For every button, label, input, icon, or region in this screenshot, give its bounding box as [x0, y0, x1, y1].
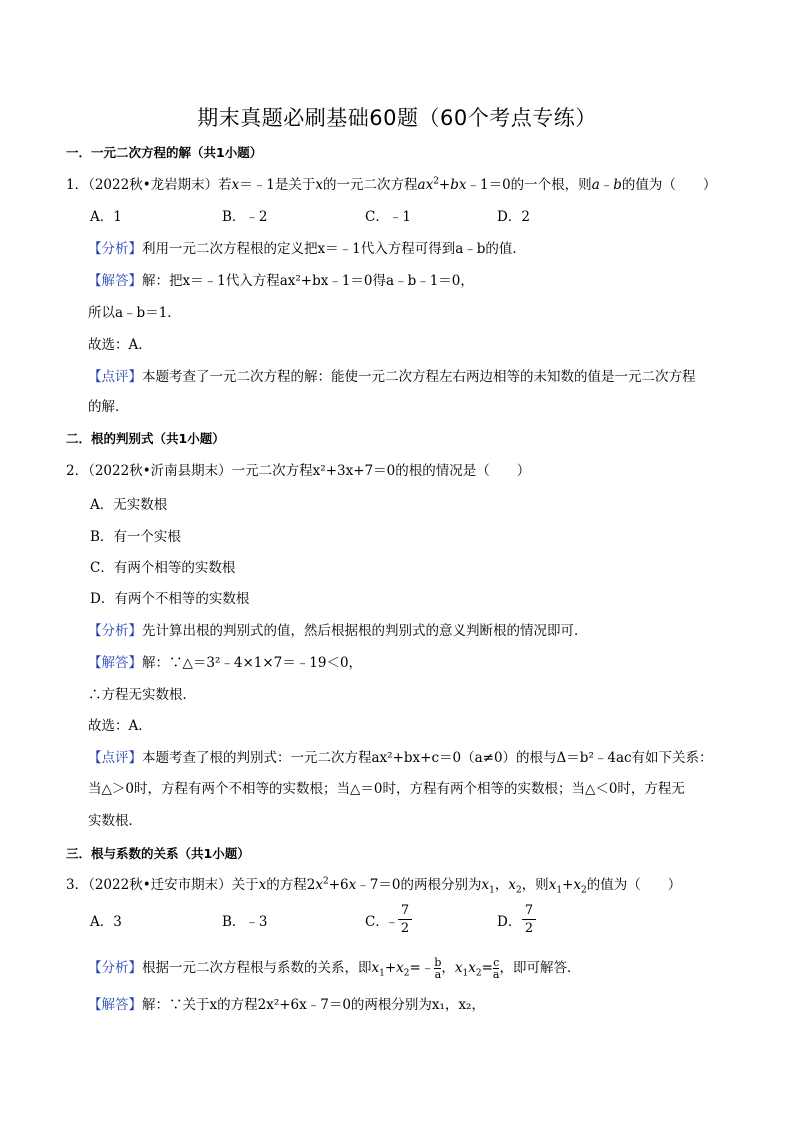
fraction-c	[398, 903, 412, 936]
option-b: B．﹣2	[222, 209, 268, 225]
answer-1	[88, 272, 474, 290]
option-b: B．﹣3	[222, 914, 268, 930]
section-heading-1: 一．一元二次方程的解（共1小题）	[66, 145, 263, 160]
page-title: 期末真题必刷基础60题（60个考点专练）	[197, 106, 597, 130]
comment-1	[88, 368, 696, 386]
option-c: C．有两个相等的实数根	[90, 560, 236, 576]
analysis-label: 【分析】	[88, 623, 142, 639]
comment-2-line-3: 实数根．	[88, 813, 142, 829]
option-c: C．	[365, 914, 389, 930]
answer-label: 【解答】	[88, 997, 142, 1013]
option-d: D．2	[497, 209, 530, 225]
answer-text: 解：∵△＝3²﹣4×1×7＝﹣19＜0，	[142, 655, 363, 671]
answer-text: 解：∵关于x的方程2x²+6x﹣7＝0的两根分别为x₁，x₂，	[142, 997, 485, 1013]
analysis-3	[88, 957, 580, 980]
answer-3	[88, 996, 485, 1014]
fraction-d	[522, 903, 536, 936]
comment-label: 【点评】	[88, 369, 142, 385]
comment-text: 本题考查了一元二次方程的解：能使一元二次方程左右两边相等的未知数的值是一元二次方程	[142, 369, 696, 385]
fraction-sign: ﹣	[385, 914, 399, 930]
choice-2: 故选：A．	[88, 718, 152, 734]
section-heading-2: 二．根的判别式（共1小题）	[66, 431, 225, 446]
analysis-label: 【分析】	[88, 241, 142, 257]
fraction-numerator: 7	[400, 903, 410, 918]
option-c: C．﹣1	[365, 209, 411, 225]
section-heading-3: 三．根与系数的关系（共1小题）	[66, 846, 250, 861]
question-text: 一元二次方程x²+3x+7＝0的根的情况是（ ）	[231, 463, 531, 479]
comment-1-line-2: 的解．	[88, 399, 129, 415]
comment-2-line-2: 当△＞0时，方程有两个不相等的实数根；当△＝0时，方程有两个相等的实数根；当△＜0时，方程无	[88, 781, 685, 797]
vieta-formula: $x_1+x_2=﹣$ $\frac{b}{a}$ ，$x_1x_2=$ $\frac{c}{a}$	[371, 956, 500, 981]
fraction-denominator: 2	[524, 921, 534, 936]
question-1-stem: 1．（2022秋•龙岩期末）若x＝﹣1是关于x的一元二次方程$ax^2+bx﹣1=0$的一个根，则a﹣b的值为（ ）	[66, 176, 717, 193]
fraction-numerator: 7	[524, 903, 534, 918]
answer-label: 【解答】	[88, 655, 142, 671]
question-source: （2022秋•迁安市期末）	[88, 877, 232, 893]
option-a: A．3	[90, 914, 122, 930]
question-number: 1．	[66, 177, 89, 193]
answer-2-line-2: ∴方程无实数根．	[88, 687, 196, 703]
option-b: B．有一个实根	[90, 529, 181, 545]
analysis-tail: ，即可解答．	[499, 960, 581, 976]
comment-2	[88, 749, 713, 767]
comment-label: 【点评】	[88, 750, 142, 766]
choice-1: 故选：A．	[88, 337, 152, 353]
answer-1-line-2: 所以a﹣b＝1．	[88, 305, 181, 321]
question-source: （2022秋•龙岩期末）	[88, 177, 219, 193]
fraction-denominator: 2	[400, 921, 410, 936]
question-3-stem: 3．（2022秋•迁安市期末）关于x的方程$2x^2+6x﹣7=0$的两根分别为$x_1$，$x_2$，则$x_1+x_2$的值为（ ）	[66, 876, 682, 896]
option-d: D．有两个不相等的实数根	[90, 591, 250, 607]
question-number: 2．	[66, 463, 89, 479]
analysis-label: 【分析】	[88, 960, 142, 976]
analysis-text: 先计算出根的判别式的值，然后根据根的判别式的意义判断根的情况即可．	[142, 623, 588, 639]
analysis-text: 根据一元二次方程根与系数的关系，即	[142, 960, 372, 976]
analysis-2	[88, 622, 588, 640]
analysis-text: 利用一元二次方程根的定义把x＝﹣1代入方程可得到a﹣b的值．	[142, 241, 526, 257]
question-number: 3．	[66, 877, 89, 893]
answer-label: 【解答】	[88, 273, 142, 289]
analysis-1	[88, 240, 526, 258]
option-a: A．无实数根	[90, 497, 168, 513]
question-2-stem	[66, 462, 530, 480]
comment-text: 本题考查了根的判别式：一元二次方程ax²+bx+c＝0（a≠0）的根与Δ＝b²﹣4ac有如下关系：	[142, 750, 713, 766]
option-d: D．	[497, 914, 522, 930]
question-source: （2022秋•沂南县期末）	[88, 463, 232, 479]
answer-2	[88, 654, 362, 672]
answer-text: 解：把x＝﹣1代入方程ax²+bx﹣1＝0得a﹣b﹣1＝0，	[142, 273, 474, 289]
option-a: A．1	[90, 209, 122, 225]
